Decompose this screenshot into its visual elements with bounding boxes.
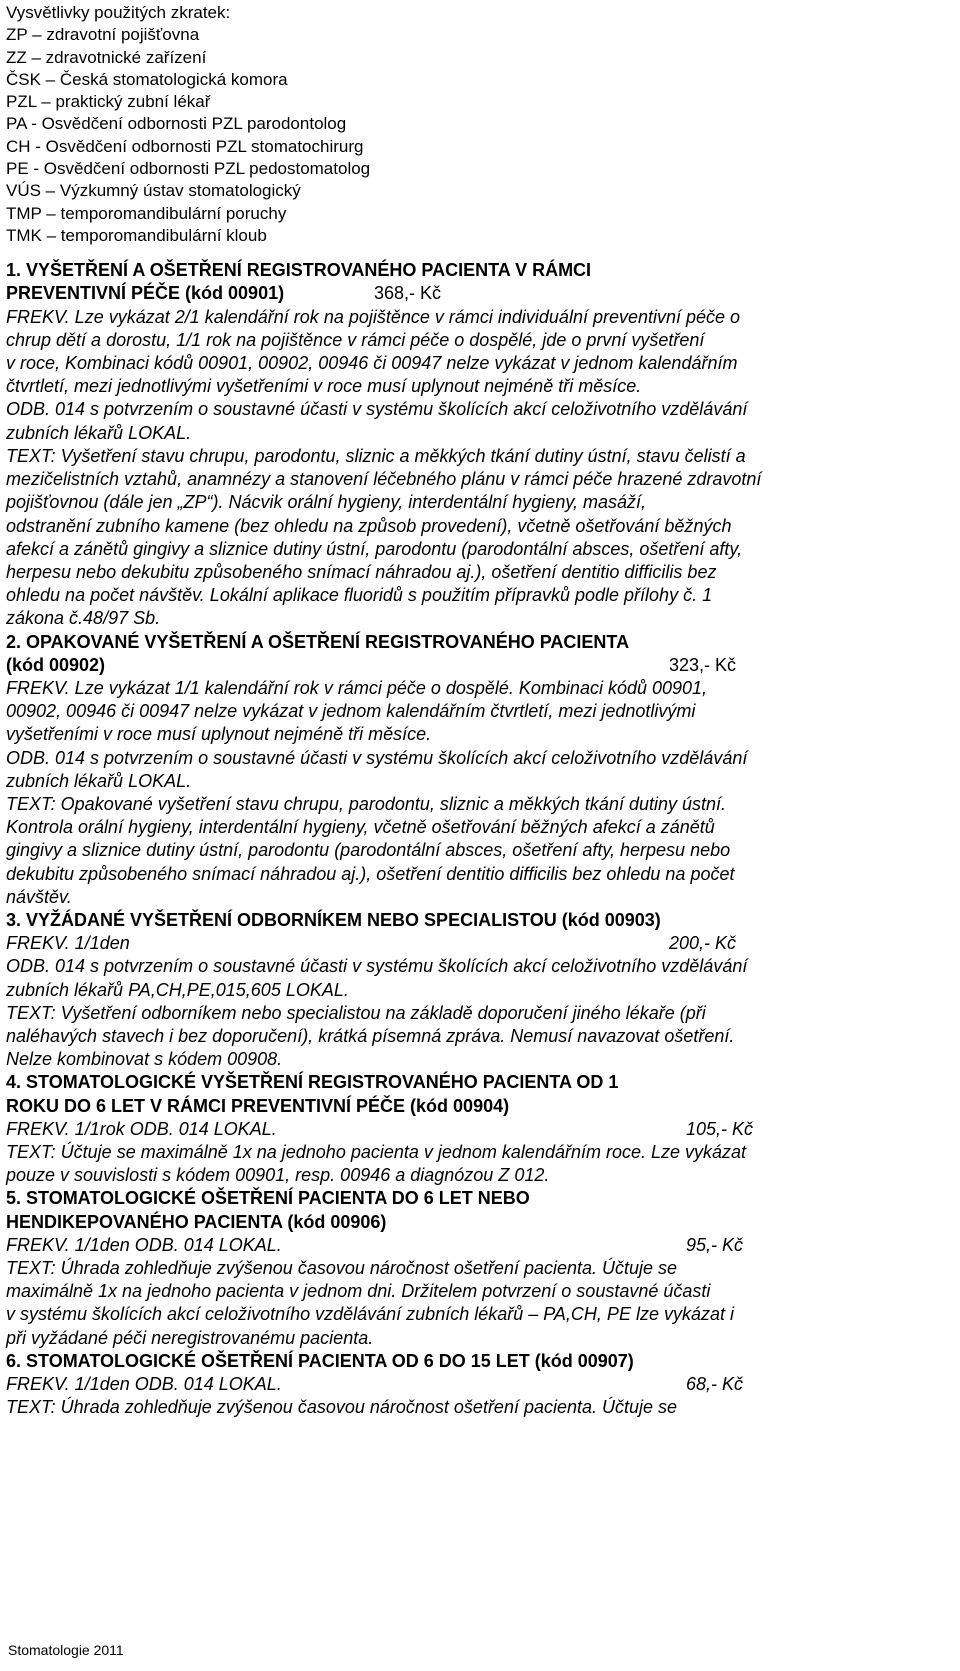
section-1-text-line: pojišťovnou (dále jen „ZP“). Nácvik orální hygieny, interdentální hygieny, masáží, — [6, 492, 647, 513]
section-6-frequency: FREKV. 1/1den ODB. 014 LOKAL. — [6, 1374, 282, 1395]
section-6-title: 6. STOMATOLOGICKÉ OŠETŘENÍ PACIENTA OD 6 DO 15 LET (kód 00907) — [6, 1350, 634, 1371]
section-5-text-line: při vyžádané péči neregistrovanému pacienta. — [6, 1327, 374, 1348]
section-6-frequency-row — [6, 1373, 946, 1396]
section-3-frequency-row — [6, 932, 946, 955]
section-3-text-line: TEXT: Vyšetření odborníkem nebo specialistou na základě doporučení jiného lékaře (při — [6, 1002, 706, 1023]
section-1-text-line: afekcí a zánětů gingivy a sliznice dutiny ústní, parodontu (parodontální absces, ošetření afty, — [6, 538, 743, 559]
section-1-text-line: ohledu na počet návštěv. Lokální aplikace fluoridů s použitím přípravků podle přílohy č. 1 — [6, 585, 713, 606]
section-2-text-line: Kontrola orální hygieny, interdentální hygieny, včetně ošetřování běžných afekcí a zánětů — [6, 817, 715, 838]
section-3-title: 3. VYŽÁDANÉ VYŠETŘENÍ ODBORNÍKEM NEBO SPECIALISTOU (kód 00903) — [6, 909, 661, 930]
abbreviation-item: ZZ – zdravotnické zařízení — [6, 47, 207, 67]
section-5-title-code: HENDIKEPOVANÉHO PACIENTA (kód 00906) — [6, 1211, 387, 1232]
section-2-text-line: vyšetřeními v roce musí uplynout nejméně tři měsíce. — [6, 724, 432, 745]
section-5-text-line: v systému školících akcí celoživotního vzdělávání zubních lékařů – PA,CH, PE lze vykázat i — [6, 1304, 734, 1325]
section-1-text-line: v roce, Kombinaci kódů 00901, 00902, 00946 či 00947 nelze vykázat v jednom kalendářním — [6, 353, 738, 374]
section-1-text-line: mezičelistních vztahů, anamnézy a stanovení léčebného plánu v rámci péče hrazené zdravotní — [6, 469, 762, 490]
section-5-price: 95,- Kč — [686, 1234, 744, 1255]
abbreviation-item: PE - Osvědčení odbornosti PZL pedostomatolog — [6, 159, 371, 179]
section-3-frequency: FREKV. 1/1den — [6, 933, 130, 954]
section-2-text-line: FREKV. Lze vykázat 1/1 kalendářní rok v rámci péče o dospělé. Kombinaci kódů 00901, — [6, 677, 708, 698]
section-3-text-line: ODB. 014 s potvrzením o soustavné účasti v systému školících akcí celoživotního vzdělávání — [6, 956, 748, 977]
abbreviation-item: ČSK – Česká stomatologická komora — [6, 69, 288, 89]
abbreviations-heading: Vysvětlivky použitých zkratek: — [6, 3, 231, 22]
section-4-title-code: ROKU DO 6 LET V RÁMCI PREVENTIVNÍ PÉČE (kód 00904) — [6, 1095, 510, 1116]
section-4-frequency: FREKV. 1/1rok ODB. 014 LOKAL. — [6, 1118, 277, 1139]
section-5-text-line: TEXT: Úhrada zohledňuje zvýšenou časovou náročnost ošetření pacienta. Účtuje se — [6, 1258, 678, 1278]
section-1-title-row — [6, 282, 946, 305]
section-5-frequency: FREKV. 1/1den ODB. 014 LOKAL. — [6, 1234, 282, 1255]
section-1-title: 1. VYŠETŘENÍ A OŠETŘENÍ REGISTROVANÉHO PACIENTA V RÁMCI — [6, 260, 592, 281]
section-1-text-line: chrup dětí a dorostu, 1/1 rok na pojištěnce v rámci péče o dospělé, jde o první vyšetření — [6, 329, 705, 350]
section-3-text-line: naléhavých stavech i bez doporučení), krátká písemná zpráva. Nemusí navazovat ošetření. — [6, 1025, 735, 1046]
section-6-text-line: TEXT: Úhrada zohledňuje zvýšenou časovou náročnost ošetření pacienta. Účtuje se — [6, 1397, 678, 1418]
abbreviations-legend — [6, 2, 946, 247]
section-3-text-line: Nelze kombinovat s kódem 00908. — [6, 1049, 283, 1070]
section-2-title-row — [6, 654, 946, 677]
section-1-text-line: herpesu nebo dekubitu způsobeného snímací náhradou aj.), ošetření dentitio difficilis bez — [6, 561, 717, 582]
abbreviation-item: TMP – temporomandibulární poruchy — [6, 203, 287, 223]
abbreviation-item: PA - Osvědčení odbornosti PZL parodontolog — [6, 114, 347, 134]
section-2-text-line: dekubitu způsobeného snímací náhradou aj.), ošetření dentitio difficilis bez ohledu na počet — [6, 863, 735, 884]
section-4-title: 4. STOMATOLOGICKÉ VYŠETŘENÍ REGISTROVANÉHO PACIENTA OD 1 — [6, 1072, 619, 1093]
section-2-text-line: návštěv. — [6, 886, 72, 907]
section-1-text-line: čtvrtletí, mezi jednotlivými vyšetřeními v roce musí uplynout nejméně tři měsíce. — [6, 376, 642, 397]
section-2-title-code: (kód 00902) — [6, 654, 106, 675]
abbreviation-item: CH - Osvědčení odbornosti PZL stomatochirurg — [6, 136, 364, 156]
section-2-price: 323,- Kč — [669, 654, 737, 675]
section-1-title-code: PREVENTIVNÍ PÉČE (kód 00901) — [6, 283, 285, 304]
page-footer: Stomatologie 2011 — [8, 1642, 124, 1658]
abbreviation-item: TMK – temporomandibulární kloub — [6, 225, 267, 245]
section-6-price: 68,- Kč — [686, 1374, 744, 1395]
document-page — [6, 2, 946, 1419]
section-4-text-line: pouze v souvislosti s kódem 00901, resp. 00946 a diagnózou Z 012. — [6, 1165, 550, 1186]
section-5-frequency-row — [6, 1234, 946, 1257]
section-2-text-line: 00902, 00946 či 00947 nelze vykázat v jednom kalendářním čtvrtletí, mezi jednotlivými — [6, 701, 696, 722]
section-3-price: 200,- Kč — [669, 933, 737, 954]
section-4-text-line: TEXT: Účtuje se maximálně 1x na jednoho pacienta v jednom kalendářním roce. Lze vykázat — [6, 1141, 747, 1162]
section-3-text-line: zubních lékařů PA,CH,PE,015,605 LOKAL. — [6, 979, 349, 1000]
section-5-text-line: maximálně 1x na jednoho pacienta v jednom dni. Držitelem potvrzení o soustavné účasti — [6, 1281, 711, 1302]
section-2-text-line: zubních lékařů LOKAL. — [6, 770, 192, 791]
section-1-text-line: zubních lékařů LOKAL. — [6, 422, 192, 443]
abbreviation-item: PZL – praktický zubní lékař — [6, 92, 211, 112]
abbreviation-item: ZP – zdravotní pojišťovna — [6, 25, 200, 45]
section-1-text-line: ODB. 014 s potvrzením o soustavné účasti v systému školících akcí celoživotního vzdělávání — [6, 399, 748, 420]
section-2-text-line: TEXT: Opakované vyšetření stavu chrupu, parodontu, sliznic a měkkých tkání dutiny ústní. — [6, 793, 727, 814]
section-1-text-line: zákona č.48/97 Sb. — [6, 608, 161, 629]
section-1-text-line: TEXT: Vyšetření stavu chrupu, parodontu, sliznic a měkkých tkání dutiny ústní, stavu čelistí a — [6, 445, 746, 466]
section-4-frequency-row — [6, 1118, 946, 1141]
abbreviation-item: VÚS – Výzkumný ústav stomatologický — [6, 181, 301, 201]
section-2-title: 2. OPAKOVANÉ VYŠETŘENÍ A OŠETŘENÍ REGISTROVANÉHO PACIENTA — [6, 631, 630, 652]
section-2-text-line: ODB. 014 s potvrzením o soustavné účasti v systému školících akcí celoživotního vzdělávání — [6, 747, 748, 768]
section-2-text-line: gingivy a sliznice dutiny ústní, parodontu (parodontální absces, ošetření afty, herpesu nebo — [6, 840, 731, 861]
section-1-text-line: FREKV. Lze vykázat 2/1 kalendářní rok na pojištěnce v rámci individuální preventivní péče o — [6, 306, 741, 327]
section-1-price: 368,- Kč — [374, 283, 442, 304]
section-5-title: 5. STOMATOLOGICKÉ OŠETŘENÍ PACIENTA DO 6 LET NEBO — [6, 1188, 530, 1209]
section-4-price: 105,- Kč — [686, 1118, 754, 1139]
section-1-text-line: odstranění zubního kamene (bez ohledu na způsob provedení), včetně ošetřování běžných — [6, 515, 732, 536]
procedures-list — [6, 259, 946, 1419]
